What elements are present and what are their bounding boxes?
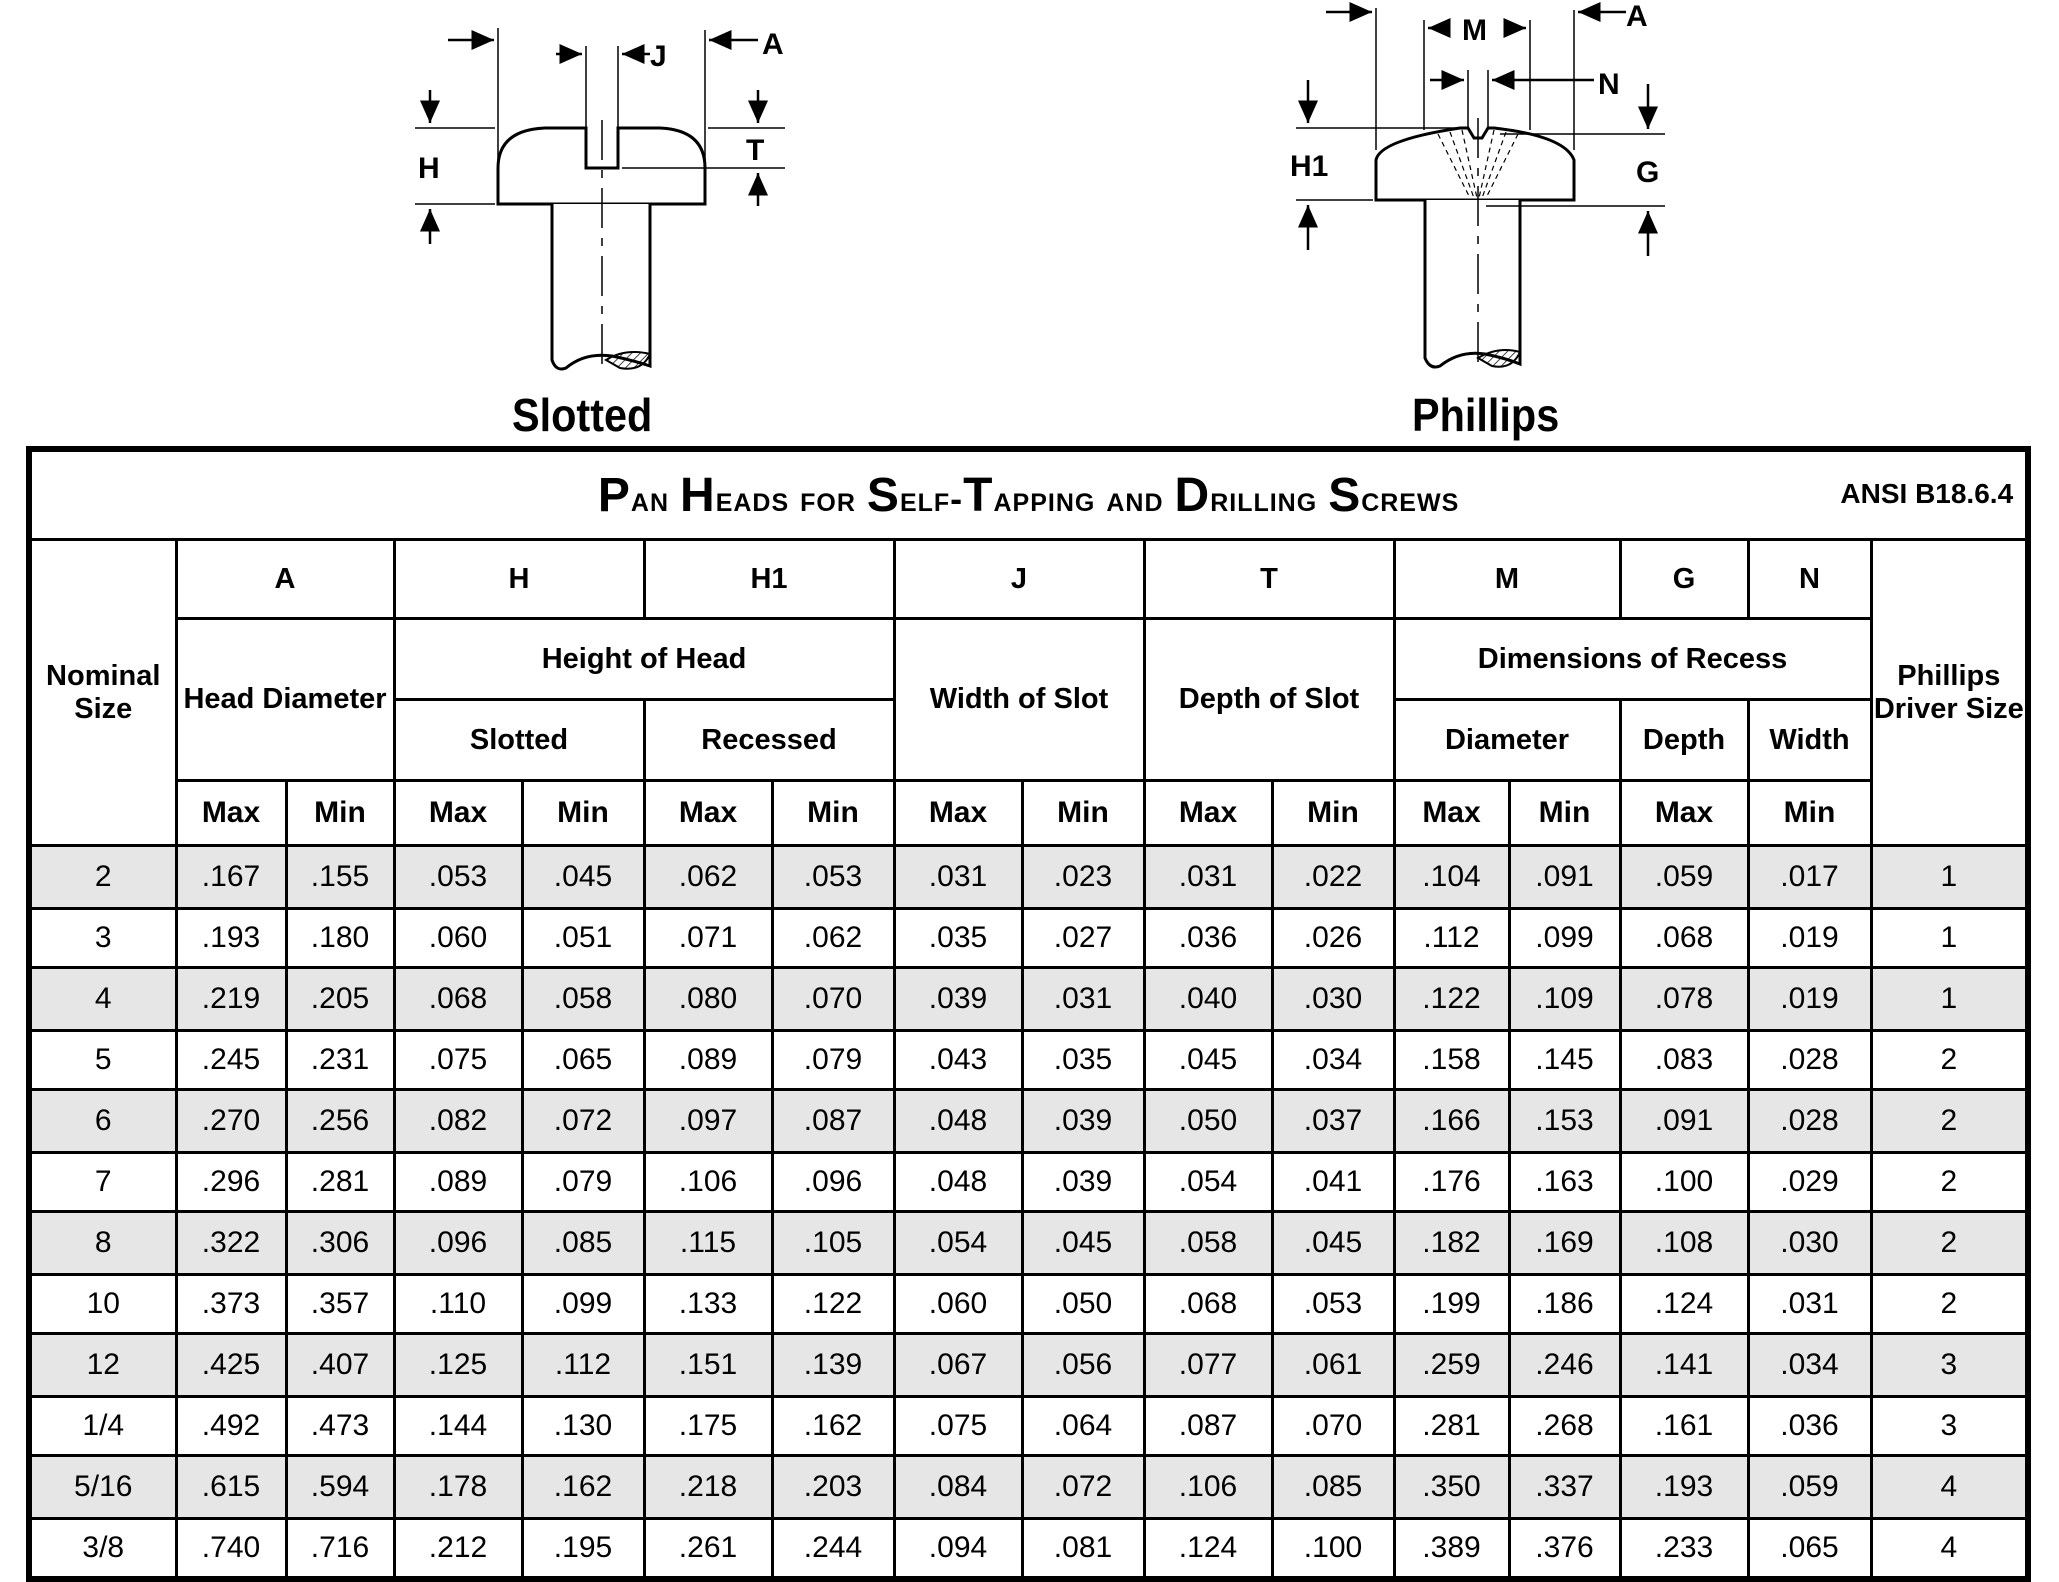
dimension-cell: .070 [1272,1397,1394,1456]
dimension-cell: .065 [1748,1519,1871,1580]
standard-reference: ANSI B18.6.4 [1840,478,2014,509]
dimension-cell: .039 [1022,1090,1144,1153]
dimension-cell: .594 [286,1456,394,1519]
nominal-size-cell: 3/8 [29,1519,176,1580]
dimension-cell: .122 [772,1275,894,1334]
dimension-cell: .094 [894,1519,1022,1580]
dimension-cell: .089 [644,1031,772,1090]
dimension-cell: .034 [1272,1031,1394,1090]
nominal-size-cell: 8 [29,1212,176,1275]
table-row [29,968,2028,1031]
table-title [598,468,1459,523]
slotted-label-h: H [418,152,440,185]
dimension-cell: .040 [1144,968,1272,1031]
phillips-caption: Phillips [1412,389,1560,441]
nominal-size-cell: 7 [29,1153,176,1212]
dimension-cell: .099 [522,1275,644,1334]
dimension-cell: .064 [1022,1397,1144,1456]
dimension-cell: .034 [1748,1334,1871,1397]
dimension-cell: .104 [1394,846,1509,909]
dimension-cell: .256 [286,1090,394,1153]
table-row [29,1090,2028,1153]
dimension-cell: .035 [1022,1031,1144,1090]
dimension-cell: .193 [1620,1456,1748,1519]
header-width-of-slot: Width of Slot [894,619,1144,781]
dimension-cell: .060 [394,909,522,968]
header-head-diameter: Head Diameter [176,619,394,781]
dimension-cell: .026 [1272,909,1394,968]
dimension-cell: .167 [176,846,286,909]
dimension-cell: .058 [1144,1212,1272,1275]
table-row [29,1212,2028,1275]
dimension-cell: .218 [644,1456,772,1519]
driver-size-cell: 2 [1871,1031,2028,1090]
dimension-cell: .425 [176,1334,286,1397]
dimension-cell: .163 [1509,1153,1620,1212]
dimension-cell: .077 [1144,1334,1272,1397]
dimension-cell: .056 [1022,1334,1144,1397]
dimension-cell: .078 [1620,968,1748,1031]
dimension-cell: .080 [644,968,772,1031]
title-cap-letter: H [680,468,716,522]
header-m-max: Max [1394,781,1509,846]
dimension-cell: .083 [1620,1031,1748,1090]
dimension-cell: .180 [286,909,394,968]
dimension-cell: .079 [522,1153,644,1212]
header-j-max: Max [894,781,1022,846]
pan-head-dimension-table [26,446,2031,1582]
header-letter-n: N [1748,540,1871,619]
dimension-cell: .306 [286,1212,394,1275]
header-letter-t: T [1144,540,1394,619]
dimension-cell: .357 [286,1275,394,1334]
header-slotted: Slotted [394,700,644,781]
slotted-label-t: T [746,134,765,167]
dimension-cell: .022 [1272,846,1394,909]
header-phillips-driver-size: Phillips Driver Size [1871,540,2028,846]
dimension-cell: .195 [522,1519,644,1580]
dimension-cell: .085 [522,1212,644,1275]
dimension-cell: .106 [644,1153,772,1212]
dimension-cell: .161 [1620,1397,1748,1456]
dimension-cell: .019 [1748,909,1871,968]
dimension-cell: .045 [1022,1212,1144,1275]
phillips-label-m: M [1462,14,1487,47]
dimension-cell: .175 [644,1397,772,1456]
header-letter-h1: H1 [644,540,894,619]
dimension-cell: .062 [772,909,894,968]
dimension-cell: .124 [1620,1275,1748,1334]
dimension-cell: .053 [1272,1275,1394,1334]
dimension-cell: .028 [1748,1090,1871,1153]
dimension-cell: .109 [1509,968,1620,1031]
header-letter-h: H [394,540,644,619]
dimension-cell: .106 [1144,1456,1272,1519]
header-dimensions-of-recess: Dimensions of Recess [1394,619,1871,700]
header-h-min: Min [522,781,644,846]
dimension-cell: .067 [894,1334,1022,1397]
nominal-size-cell: 2 [29,846,176,909]
dimension-cell: .091 [1509,846,1620,909]
nominal-size-cell: 4 [29,968,176,1031]
dimension-cell: .246 [1509,1334,1620,1397]
dimension-cell: .166 [1394,1090,1509,1153]
dimension-cell: .105 [772,1212,894,1275]
dimension-cell: .061 [1272,1334,1394,1397]
header-letter-g: G [1620,540,1748,619]
dimension-cell: .151 [644,1334,772,1397]
dimension-cell: .199 [1394,1275,1509,1334]
driver-size-cell: 4 [1871,1519,2028,1580]
nominal-size-cell: 6 [29,1090,176,1153]
nominal-size-cell: 1/4 [29,1397,176,1456]
driver-size-cell: 1 [1871,968,2028,1031]
dimension-cell: .068 [394,968,522,1031]
dimension-cell: .125 [394,1334,522,1397]
title-text-part: elf- [899,477,964,519]
header-letter-m: M [1394,540,1620,619]
table-row [29,1031,2028,1090]
table-row [29,1153,2028,1212]
dimension-cell: .350 [1394,1456,1509,1519]
dimension-cell: .059 [1748,1456,1871,1519]
dimension-cell: .296 [176,1153,286,1212]
header-diameter: Diameter [1394,700,1620,781]
phillips-label-h1: H1 [1290,150,1329,183]
dimension-cell: .244 [772,1519,894,1580]
slotted-caption: Slotted [512,389,653,441]
dimension-cell: .178 [394,1456,522,1519]
nominal-size-cell: 5/16 [29,1456,176,1519]
title-cap-letter: P [597,468,631,522]
nominal-size-cell: 12 [29,1334,176,1397]
dimension-cell: .068 [1144,1275,1272,1334]
header-letter-a: A [176,540,394,619]
header-a-min: Min [286,781,394,846]
dimension-cell: .212 [394,1519,522,1580]
dimension-cell: .141 [1620,1334,1748,1397]
nominal-size-cell: 5 [29,1031,176,1090]
dimension-cell: .186 [1509,1275,1620,1334]
dimension-cell: .051 [522,909,644,968]
dimension-cell: .100 [1272,1519,1394,1580]
header-h-max: Max [394,781,522,846]
dimension-cell: .045 [522,846,644,909]
header-height-of-head: Height of Head [394,619,894,700]
dimension-cell: .124 [1144,1519,1272,1580]
driver-size-cell: 3 [1871,1334,2028,1397]
header-h1-min: Min [772,781,894,846]
dimension-cell: .070 [772,968,894,1031]
dimension-cell: .031 [1022,968,1144,1031]
dimension-cell: .060 [894,1275,1022,1334]
dimension-cell: .096 [394,1212,522,1275]
title-text-part: eads for [715,477,867,519]
dimension-cell: .050 [1144,1090,1272,1153]
dimension-cell: .203 [772,1456,894,1519]
dimension-cell: .100 [1620,1153,1748,1212]
dimension-cell: .182 [1394,1212,1509,1275]
title-cap-letter: S [866,468,900,522]
dimension-cell: .087 [772,1090,894,1153]
title-text-part: crews [1361,477,1460,519]
dimension-cell: .233 [1620,1519,1748,1580]
dimension-cell: .162 [522,1456,644,1519]
dimension-cell: .259 [1394,1334,1509,1397]
dimension-cell: .030 [1272,968,1394,1031]
table-row [29,1275,2028,1334]
dimension-cell: .037 [1272,1090,1394,1153]
header-letter-j: J [894,540,1144,619]
dimension-cell: .084 [894,1456,1022,1519]
dimension-cell: .219 [176,968,286,1031]
dimension-cell: .145 [1509,1031,1620,1090]
dimension-cell: .075 [894,1397,1022,1456]
dimension-cell: .155 [286,846,394,909]
dimension-cell: .115 [644,1212,772,1275]
dimension-cell: .043 [894,1031,1022,1090]
header-depth: Depth [1620,700,1748,781]
dimension-cell: .108 [1620,1212,1748,1275]
dimension-cell: .068 [1620,909,1748,968]
dimension-cell: .023 [1022,846,1144,909]
table-title-cell [29,449,2028,540]
dimension-cell: .087 [1144,1397,1272,1456]
header-j-min: Min [1022,781,1144,846]
dimension-cell: .031 [894,846,1022,909]
dimension-cell: .031 [1748,1275,1871,1334]
dimension-cell: .031 [1144,846,1272,909]
driver-size-cell: 2 [1871,1090,2028,1153]
dimension-cell: .048 [894,1153,1022,1212]
dimension-cell: .322 [176,1212,286,1275]
dimension-cell: .133 [644,1275,772,1334]
header-t-min: Min [1272,781,1394,846]
driver-size-cell: 2 [1871,1212,2028,1275]
title-text-part: an [630,477,681,519]
table-row [29,1397,2028,1456]
dimension-cell: .615 [176,1456,286,1519]
dimension-cell: .081 [1022,1519,1144,1580]
dimension-cell: .039 [1022,1153,1144,1212]
nominal-size-cell: 10 [29,1275,176,1334]
dimension-cell: .039 [894,968,1022,1031]
header-recessed: Recessed [644,700,894,781]
dimension-cell: .036 [1144,909,1272,968]
dimension-cell: .054 [894,1212,1022,1275]
dimension-cell: .082 [394,1090,522,1153]
dimension-cell: .144 [394,1397,522,1456]
dimension-cell: .270 [176,1090,286,1153]
dimension-cell: .169 [1509,1212,1620,1275]
dimension-cell: .231 [286,1031,394,1090]
table-row [29,1334,2028,1397]
dimension-cell: .376 [1509,1519,1620,1580]
header-n-min: Min [1748,781,1871,846]
header-t-max: Max [1144,781,1272,846]
header-h1-max: Max [644,781,772,846]
dimension-cell: .112 [1394,909,1509,968]
dimension-cell: .473 [286,1397,394,1456]
title-cap-letter: T [963,468,994,522]
driver-size-cell: 1 [1871,909,2028,968]
dimension-cell: .079 [772,1031,894,1090]
dimension-cell: .041 [1272,1153,1394,1212]
slotted-label-j: J [650,40,667,73]
dimension-cell: .716 [286,1519,394,1580]
driver-size-cell: 1 [1871,846,2028,909]
phillips-screw-drawing [1376,118,1574,372]
dimension-cell: .036 [1748,1397,1871,1456]
dimension-cell: .281 [1394,1397,1509,1456]
dimension-cell: .071 [644,909,772,968]
dimension-cell: .054 [1144,1153,1272,1212]
dimension-cell: .130 [522,1397,644,1456]
dimension-cell: .050 [1022,1275,1144,1334]
dimension-cell: .112 [522,1334,644,1397]
dimension-cell: .053 [772,846,894,909]
phillips-label-a: A [1626,0,1648,33]
dimension-cell: .373 [176,1275,286,1334]
title-cap-letter: D [1174,468,1211,522]
dimension-cell: .407 [286,1334,394,1397]
dimension-cell: .019 [1748,968,1871,1031]
title-text-part: rilling [1210,477,1329,519]
dimension-cell: .028 [1748,1031,1871,1090]
phillips-label-g: G [1636,156,1660,189]
driver-size-cell: 3 [1871,1397,2028,1456]
dimension-cell: .065 [522,1031,644,1090]
dimension-cell: .162 [772,1397,894,1456]
driver-size-cell: 4 [1871,1456,2028,1519]
dimension-cell: .337 [1509,1456,1620,1519]
dimension-cell: .268 [1509,1397,1620,1456]
dimension-cell: .122 [1394,968,1509,1031]
header-depth-of-slot: Depth of Slot [1144,619,1394,781]
dimension-cell: .097 [644,1090,772,1153]
dimension-cell: .062 [644,846,772,909]
dimension-cell: .176 [1394,1153,1509,1212]
dimension-cell: .053 [394,846,522,909]
table-row [29,846,2028,909]
dimension-cell: .740 [176,1519,286,1580]
dimension-cell: .017 [1748,846,1871,909]
dimension-cell: .035 [894,909,1022,968]
dimension-cell: .045 [1272,1212,1394,1275]
title-text-part: apping and [993,477,1175,519]
diagrams-area [0,0,2059,450]
dimension-cell: .058 [522,968,644,1031]
dimension-cell: .245 [176,1031,286,1090]
header-a-max: Max [176,781,286,846]
dimension-cell: .045 [1144,1031,1272,1090]
driver-size-cell: 2 [1871,1153,2028,1212]
dimension-cell: .389 [1394,1519,1509,1580]
dimension-cell: .110 [394,1275,522,1334]
dimension-cell: .261 [644,1519,772,1580]
dimension-cell: .205 [286,968,394,1031]
nominal-size-cell: 3 [29,909,176,968]
table-body [29,846,2028,1580]
dimension-cell: .030 [1748,1212,1871,1275]
dimension-cell: .193 [176,909,286,968]
title-cap-letter: S [1328,468,1362,522]
dimension-cell: .091 [1620,1090,1748,1153]
header-g-max: Max [1620,781,1748,846]
dimension-cell: .059 [1620,846,1748,909]
header-nominal-size: Nominal Size [29,540,176,846]
dimension-cell: .075 [394,1031,522,1090]
dimension-table-wrapper [26,446,2026,1582]
dimension-cell: .048 [894,1090,1022,1153]
dimension-cell: .492 [176,1397,286,1456]
dimension-cell: .158 [1394,1031,1509,1090]
dimension-cell: .089 [394,1153,522,1212]
dimension-cell: .281 [286,1153,394,1212]
dimension-cell: .027 [1022,909,1144,968]
dimension-cell: .096 [772,1153,894,1212]
table-row [29,909,2028,968]
dimension-cell: .072 [522,1090,644,1153]
dimension-cell: .139 [772,1334,894,1397]
driver-size-cell: 2 [1871,1275,2028,1334]
dimension-cell: .072 [1022,1456,1144,1519]
header-width: Width [1748,700,1871,781]
dimension-cell: .099 [1509,909,1620,968]
phillips-label-n: N [1598,68,1620,101]
table-row [29,1519,2028,1580]
dimension-cell: .085 [1272,1456,1394,1519]
screw-diagrams [0,0,2059,450]
dimension-cell: .153 [1509,1090,1620,1153]
slotted-label-a: A [762,28,784,61]
slotted-screw-drawing [498,120,705,372]
dimension-cell: .029 [1748,1153,1871,1212]
header-m-min: Min [1509,781,1620,846]
table-row [29,1456,2028,1519]
